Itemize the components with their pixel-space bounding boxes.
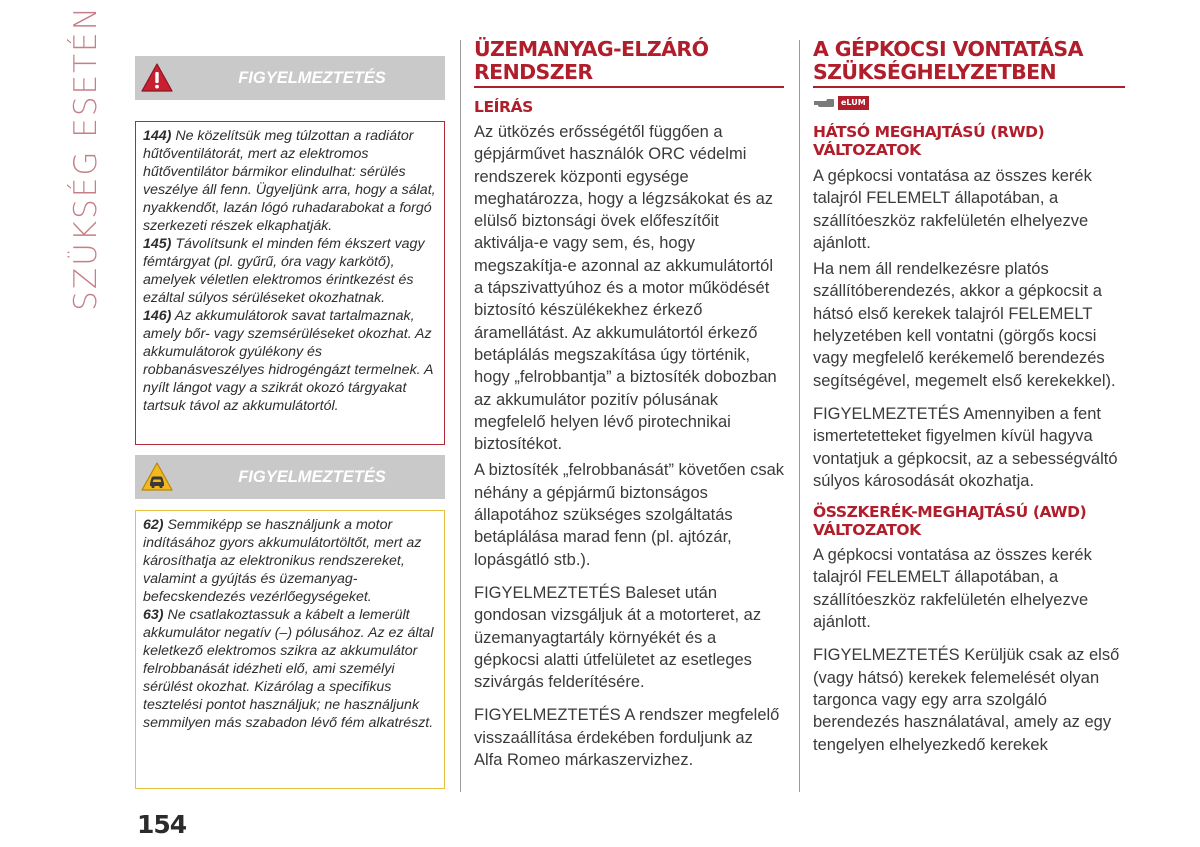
section-title: A GÉPKOCSI VONTATÁSA SZÜKSÉGHELYZETBEN (813, 38, 1125, 88)
fuel-cutoff-section (474, 38, 784, 771)
column-divider (460, 40, 461, 792)
section-title: ÜZEMANYAG-ELZÁRÓ RENDSZER (474, 38, 784, 88)
warning-header-1 (135, 56, 445, 100)
column-divider (799, 40, 800, 792)
paragraph: A biztosíték „felrobbanását” követően csak néhány a gépjármű biztonságos állapotához szükséges szolgáltatás betáplálása marad fenn (pl. ajtózár, lopásgátló stb.). (474, 461, 785, 569)
yellow-car-warning-icon (135, 455, 179, 499)
warning-box-2 (135, 510, 445, 789)
warning-item: 62) Semmiképp se használjunk a motor indításához gyors akkumulátortöltőt, mert az károsíthatja az elektronikus rendszereket, valamint a gyújtás és üzemanyag-befecskendezés vezérlőegységeket. (143, 517, 422, 605)
elum-tag: eLUM (838, 96, 869, 110)
side-tab-label: SZÜKSÉG ESETÉN (68, 4, 104, 311)
paragraph: A gépkocsi vontatása az összes kerék talajról FELEMELT állapotában, a szállítóeszköz rakfelületén elhelyezve ajánlott. (813, 167, 1092, 252)
awd-subtitle: ÖSSZKERÉK-MEGHAJTÁSÚ (AWD) VÁLTOZATOK (813, 503, 1087, 540)
warning-item: 146) Az akkumulátorok savat tartalmaznak, amely bőr- vagy szemsérüléseket okozhat. Az akkumulátorok gyúlékony és robbanásveszélyes hidrogéngázt termelnek. A nyílt lángot vagy a szikrát okozó tárgyakat tartsuk távol az akkumulátortól. (143, 308, 433, 414)
section-subtitle: LEÍRÁS (474, 98, 533, 116)
warning-item: 63) Ne csatlakoztassuk a kábelt a lemerült akkumulátor negatív (–) pólusához. Az ez által keletkező elektromos szikra az akkumulátor felrobbanását idézheti elő, ami személyi sérülést okozhat. Kizárólag a specifikus tesztelési pontot használjuk; ne használjunk semmilyen más szabadon lévő fém alkatrészt. (143, 607, 434, 731)
warning-item: 145) Távolítsunk el minden fém ékszert vagy fémtárgyat (pl. gyűrű, óra vagy karkötő), amelyek véletlen elektromos érintkezést és ezáltal súlyos sérüléseket okozhatnak. (143, 236, 425, 306)
paragraph: FIGYELMEZTETÉS Amennyiben a fent ismertetetteket figyelmen kívül hagyva vontatjuk a gépkocsit, az a sebességváltó súlyos károsodását okozhatja. (813, 404, 1118, 490)
paragraph: Ha nem áll rendelkezésre platós szállítóberendezés, akkor a gépkocsit a hátsó első kerekek talajról FELEMELT helyzetében kell vontatni (görgős kocsi vagy megfelelő kerékemelő berendezés segítségével, megemelt első kerekekkel). (813, 260, 1116, 390)
paragraph: A gépkocsi vontatása az összes kerék talajról FELEMELT állapotában, a szállítóeszköz rakfelületén elhelyezve ajánlott. (813, 546, 1092, 632)
page-number: 154 (137, 810, 187, 839)
warning-header-2 (135, 455, 445, 499)
elum-badge (813, 96, 869, 110)
warning-item: 144) Ne közelítsük meg túlzottan a radiátor hűtőventilátorát, mert az elektromos hűtőventilátor bármikor elindulhat: sérülés veszélye áll fenn. Ügyeljünk arra, hogy a sálat, nyakkendőt, lazán lógó ruhadarabokat a forgó szerkezeti részek elkaphatják. (143, 128, 436, 234)
warning-title: FIGYELMEZTETÉS (238, 69, 386, 87)
paragraph: FIGYELMEZTETÉS Kerüljük csak az első (vagy hátsó) kerekek felemelését olyan targonca vagy egy arra szolgáló berendezés használatával, amely az egy tengelyen elhelyezkedő kerekek (813, 646, 1120, 754)
paragraph: Az ütközés erősségétől függően a gépjárművet használók ORC védelmi rendszerek központi egysége meghatározza, hogy a légzsákokat és az elülső biztonsági övek előfeszítőit aktiválja-e vagy sem, és, hogy megszakítja-e azonnal az akkumulátortól a tápszivattyúhoz és a motor működését biztosító készülékekhez érkező áramellátást. Az akkumulátortól érkező betáplálás megszakítása úgy történik, hogy „felrobbantja” a biztosíték dobozban az akkumulátor pozitív pólusának megfelelő helyen lévő pirotechnikai biztosítékot. (474, 123, 777, 454)
paragraph: FIGYELMEZTETÉS Baleset után gondosan vizsgáljuk át a motorteret, az üzemanyagtartály környékét és a gépkocsi alatti útfelületet az esetleges szivárgás felderítésére. (474, 583, 762, 692)
warning-title: FIGYELMEZTETÉS (238, 468, 386, 486)
red-warning-triangle-icon (135, 56, 179, 100)
pointing-hand-icon (813, 97, 835, 109)
rwd-subtitle: HÁTSÓ MEGHAJTÁSÚ (RWD) VÁLTOZATOK (813, 123, 1045, 159)
section-side-tab (62, 4, 110, 311)
warning-box-1 (135, 121, 445, 445)
emergency-towing-section (813, 38, 1125, 756)
paragraph: FIGYELMEZTETÉS A rendszer megfelelő visszaállítása érdekében forduljunk az Alfa Romeo márkaszervizhez. (474, 706, 780, 770)
